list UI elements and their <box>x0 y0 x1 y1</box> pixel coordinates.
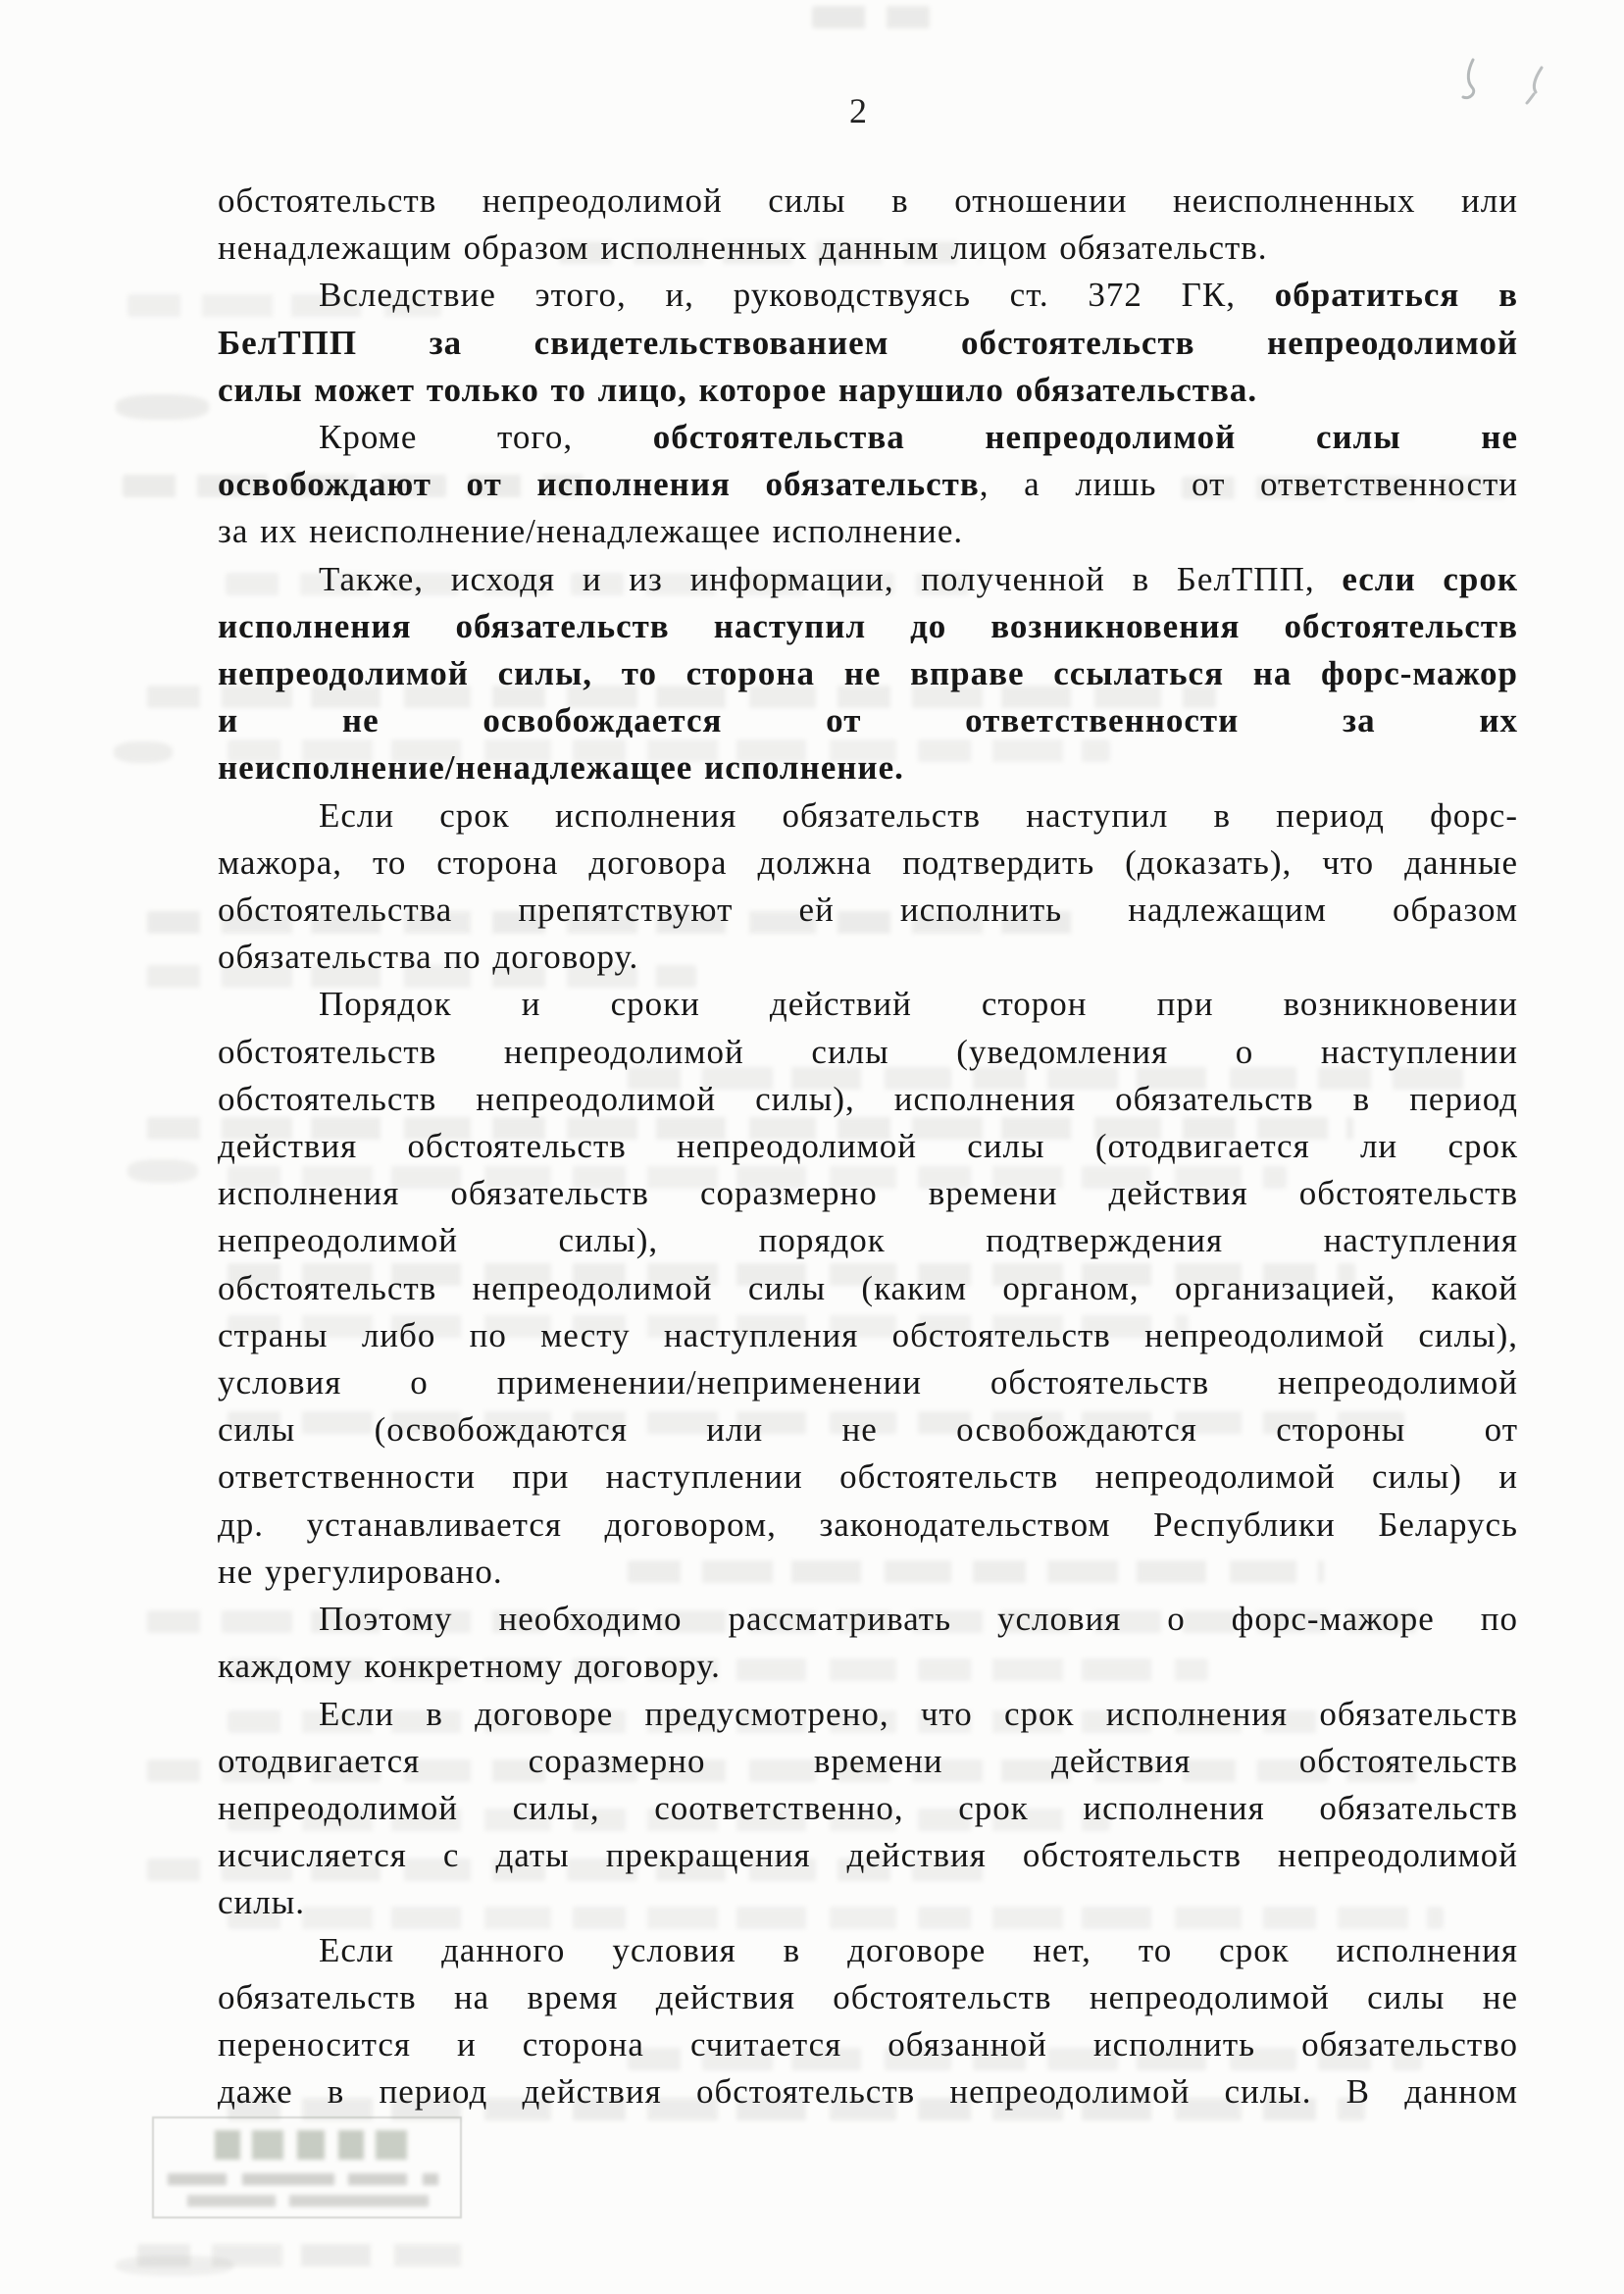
text-line <box>218 1453 1518 1501</box>
text-line <box>218 1406 1518 1453</box>
bold-text-segment: и не освобождается от ответственности за их <box>218 701 1518 740</box>
text-line <box>218 1738 1518 1785</box>
smudge-artifact <box>116 394 209 420</box>
text-segment: Если данного условия в договоре нет, то срок исполнения <box>319 1930 1518 1969</box>
bold-text-segment: непреодолимой силы, то сторона не вправе ссылаться на форс-мажор <box>218 654 1518 693</box>
smudge-artifact <box>114 741 173 763</box>
text-segment: Если в договоре предусмотрено, что срок исполнения обязательств <box>319 1694 1518 1733</box>
text-line <box>218 1832 1518 1879</box>
text-segment: Поэтому необходимо рассматривать условия о форс-мажоре по <box>319 1600 1518 1639</box>
bold-text-segment: обстоятельства непреодолимой силы не <box>652 418 1518 457</box>
text-segment: отодвигается соразмерно времени действия обстоятельств <box>218 1741 1518 1780</box>
text-segment: мажора, то сторона договора должна подтвердить (доказать), что данные <box>218 842 1518 882</box>
text-line <box>218 508 1518 555</box>
text-line <box>218 1691 1518 1738</box>
text-segment: за их неисполнение/ненадлежащее исполнение. <box>218 512 964 551</box>
text-line <box>218 178 1518 225</box>
text-line <box>218 1123 1518 1170</box>
text-line <box>218 1076 1518 1123</box>
text-line <box>218 2068 1518 2116</box>
text-line <box>218 461 1518 508</box>
text-segment: обстоятельств непреодолимой силы в отношении неисполненных или <box>218 181 1518 220</box>
text-line <box>218 225 1518 272</box>
stamp-text-row <box>187 2195 429 2207</box>
text-line <box>218 934 1518 981</box>
text-line <box>218 1785 1518 1832</box>
text-segment: силы (освобождаются или не освобождаются стороны от <box>218 1410 1518 1450</box>
text-line <box>218 2021 1518 2068</box>
text-segment: др. устанавливается договором, законодательством Республики Беларусь <box>218 1504 1518 1544</box>
text-segment: исполнения обязательств соразмерно времени действия обстоятельств <box>218 1174 1518 1213</box>
text-segment: силы. <box>218 1883 305 1922</box>
text-segment: обязательств на время действия обстоятельств непреодолимой силы не <box>218 1977 1518 2016</box>
text-line <box>218 1265 1518 1312</box>
text-line <box>218 1879 1518 1926</box>
text-line <box>218 1029 1518 1076</box>
text-line <box>218 744 1518 791</box>
text-line <box>218 1359 1518 1406</box>
text-segment: Вследствие этого, и, руководствуясь ст. 372 ГК, <box>319 276 1275 315</box>
bold-text-segment: БелТПП за свидетельствованием обстоятельств непреодолимой <box>218 323 1518 362</box>
text-line <box>218 1549 1518 1596</box>
text-segment: Порядок и сроки действий сторон при возникновении <box>319 985 1518 1024</box>
text-segment: даже в период действия обстоятельств непреодолимой силы. В данном <box>218 2072 1518 2112</box>
text-segment: исчисляется с даты прекращения действия обстоятельств непреодолимой <box>218 1836 1518 1875</box>
text-segment: переносится и сторона считается обязанной исполнить обязательство <box>218 2024 1518 2064</box>
text-line <box>218 887 1518 934</box>
text-segment: ответственности при наступлении обстоятельств непреодолимой силы) и <box>218 1457 1518 1497</box>
text-line <box>218 272 1518 319</box>
text-segment: Кроме того, <box>319 418 653 457</box>
ink-mark <box>1457 57 1491 108</box>
page-number: 2 <box>849 91 868 130</box>
text-line <box>218 1170 1518 1217</box>
text-line <box>218 1312 1518 1359</box>
text-segment: непреодолимой силы), порядок подтверждения наступления <box>218 1221 1518 1260</box>
stamp-digits <box>215 2130 407 2160</box>
text-line <box>218 840 1518 887</box>
text-line <box>218 697 1518 744</box>
stamp-text-row <box>168 2173 438 2185</box>
text-line <box>218 603 1518 650</box>
text-segment: , а лишь от ответственности <box>979 465 1519 504</box>
text-segment: обстоятельства препятствуют ей исполнить надлежащим образом <box>218 891 1518 930</box>
text-segment: ненадлежащим образом исполненных данным лицом обязательств. <box>218 229 1268 268</box>
bold-text-segment: если срок <box>1342 559 1518 598</box>
bleed-through-artifact <box>812 6 930 28</box>
text-line <box>218 1217 1518 1264</box>
text-segment: условия о применении/неприменении обстоятельств непреодолимой <box>218 1363 1518 1402</box>
text-segment: действия обстоятельств непреодолимой силы (отодвигается ли срок <box>218 1127 1518 1166</box>
text-segment: обязательства по договору. <box>218 938 639 977</box>
text-segment: не урегулировано. <box>218 1552 503 1591</box>
text-segment: каждому конкретному договору. <box>218 1647 721 1686</box>
smudge-artifact <box>116 2256 233 2275</box>
bold-text-segment: исполнения обязательств наступил до возникновения обстоятельств <box>218 606 1518 645</box>
text-segment: страны либо по месту наступления обстоятельств непреодолимой силы), <box>218 1315 1518 1354</box>
text-segment: непреодолимой силы, соответственно, срок исполнения обязательств <box>218 1788 1518 1827</box>
text-line <box>218 792 1518 840</box>
text-segment: обстоятельств непреодолимой силы), исполнения обязательств в период <box>218 1079 1518 1118</box>
text-line <box>218 1596 1518 1643</box>
text-segment: Также, исходя и из информации, полученной в БелТПП, <box>319 559 1343 598</box>
text-segment: обстоятельств непреодолимой силы (каким органом, организацией, какой <box>218 1268 1518 1307</box>
text-line <box>218 556 1518 603</box>
smudge-artifact <box>127 1159 198 1183</box>
bold-text-segment: силы может только то лицо, которое нарушило обязательства. <box>218 370 1258 409</box>
text-line <box>218 650 1518 697</box>
text-line <box>218 320 1518 367</box>
text-line <box>218 981 1518 1028</box>
text-segment: обстоятельств непреодолимой силы (уведомления о наступлении <box>218 1032 1518 1071</box>
document-text <box>218 178 1518 2116</box>
text-line <box>218 414 1518 461</box>
text-line <box>218 1643 1518 1690</box>
text-line <box>218 367 1518 414</box>
text-segment: Если срок исполнения обязательств наступил в период форс- <box>319 795 1518 835</box>
text-line <box>218 1502 1518 1549</box>
bold-text-segment: освобождают от исполнения обязательств <box>218 465 980 504</box>
stamp-artifact <box>152 2116 462 2218</box>
text-line <box>218 1974 1518 2021</box>
bold-text-segment: неисполнение/ненадлежащее исполнение. <box>218 748 904 788</box>
text-line <box>218 1927 1518 1974</box>
ink-mark <box>1522 65 1548 106</box>
bold-text-segment: обратиться в <box>1274 276 1518 315</box>
